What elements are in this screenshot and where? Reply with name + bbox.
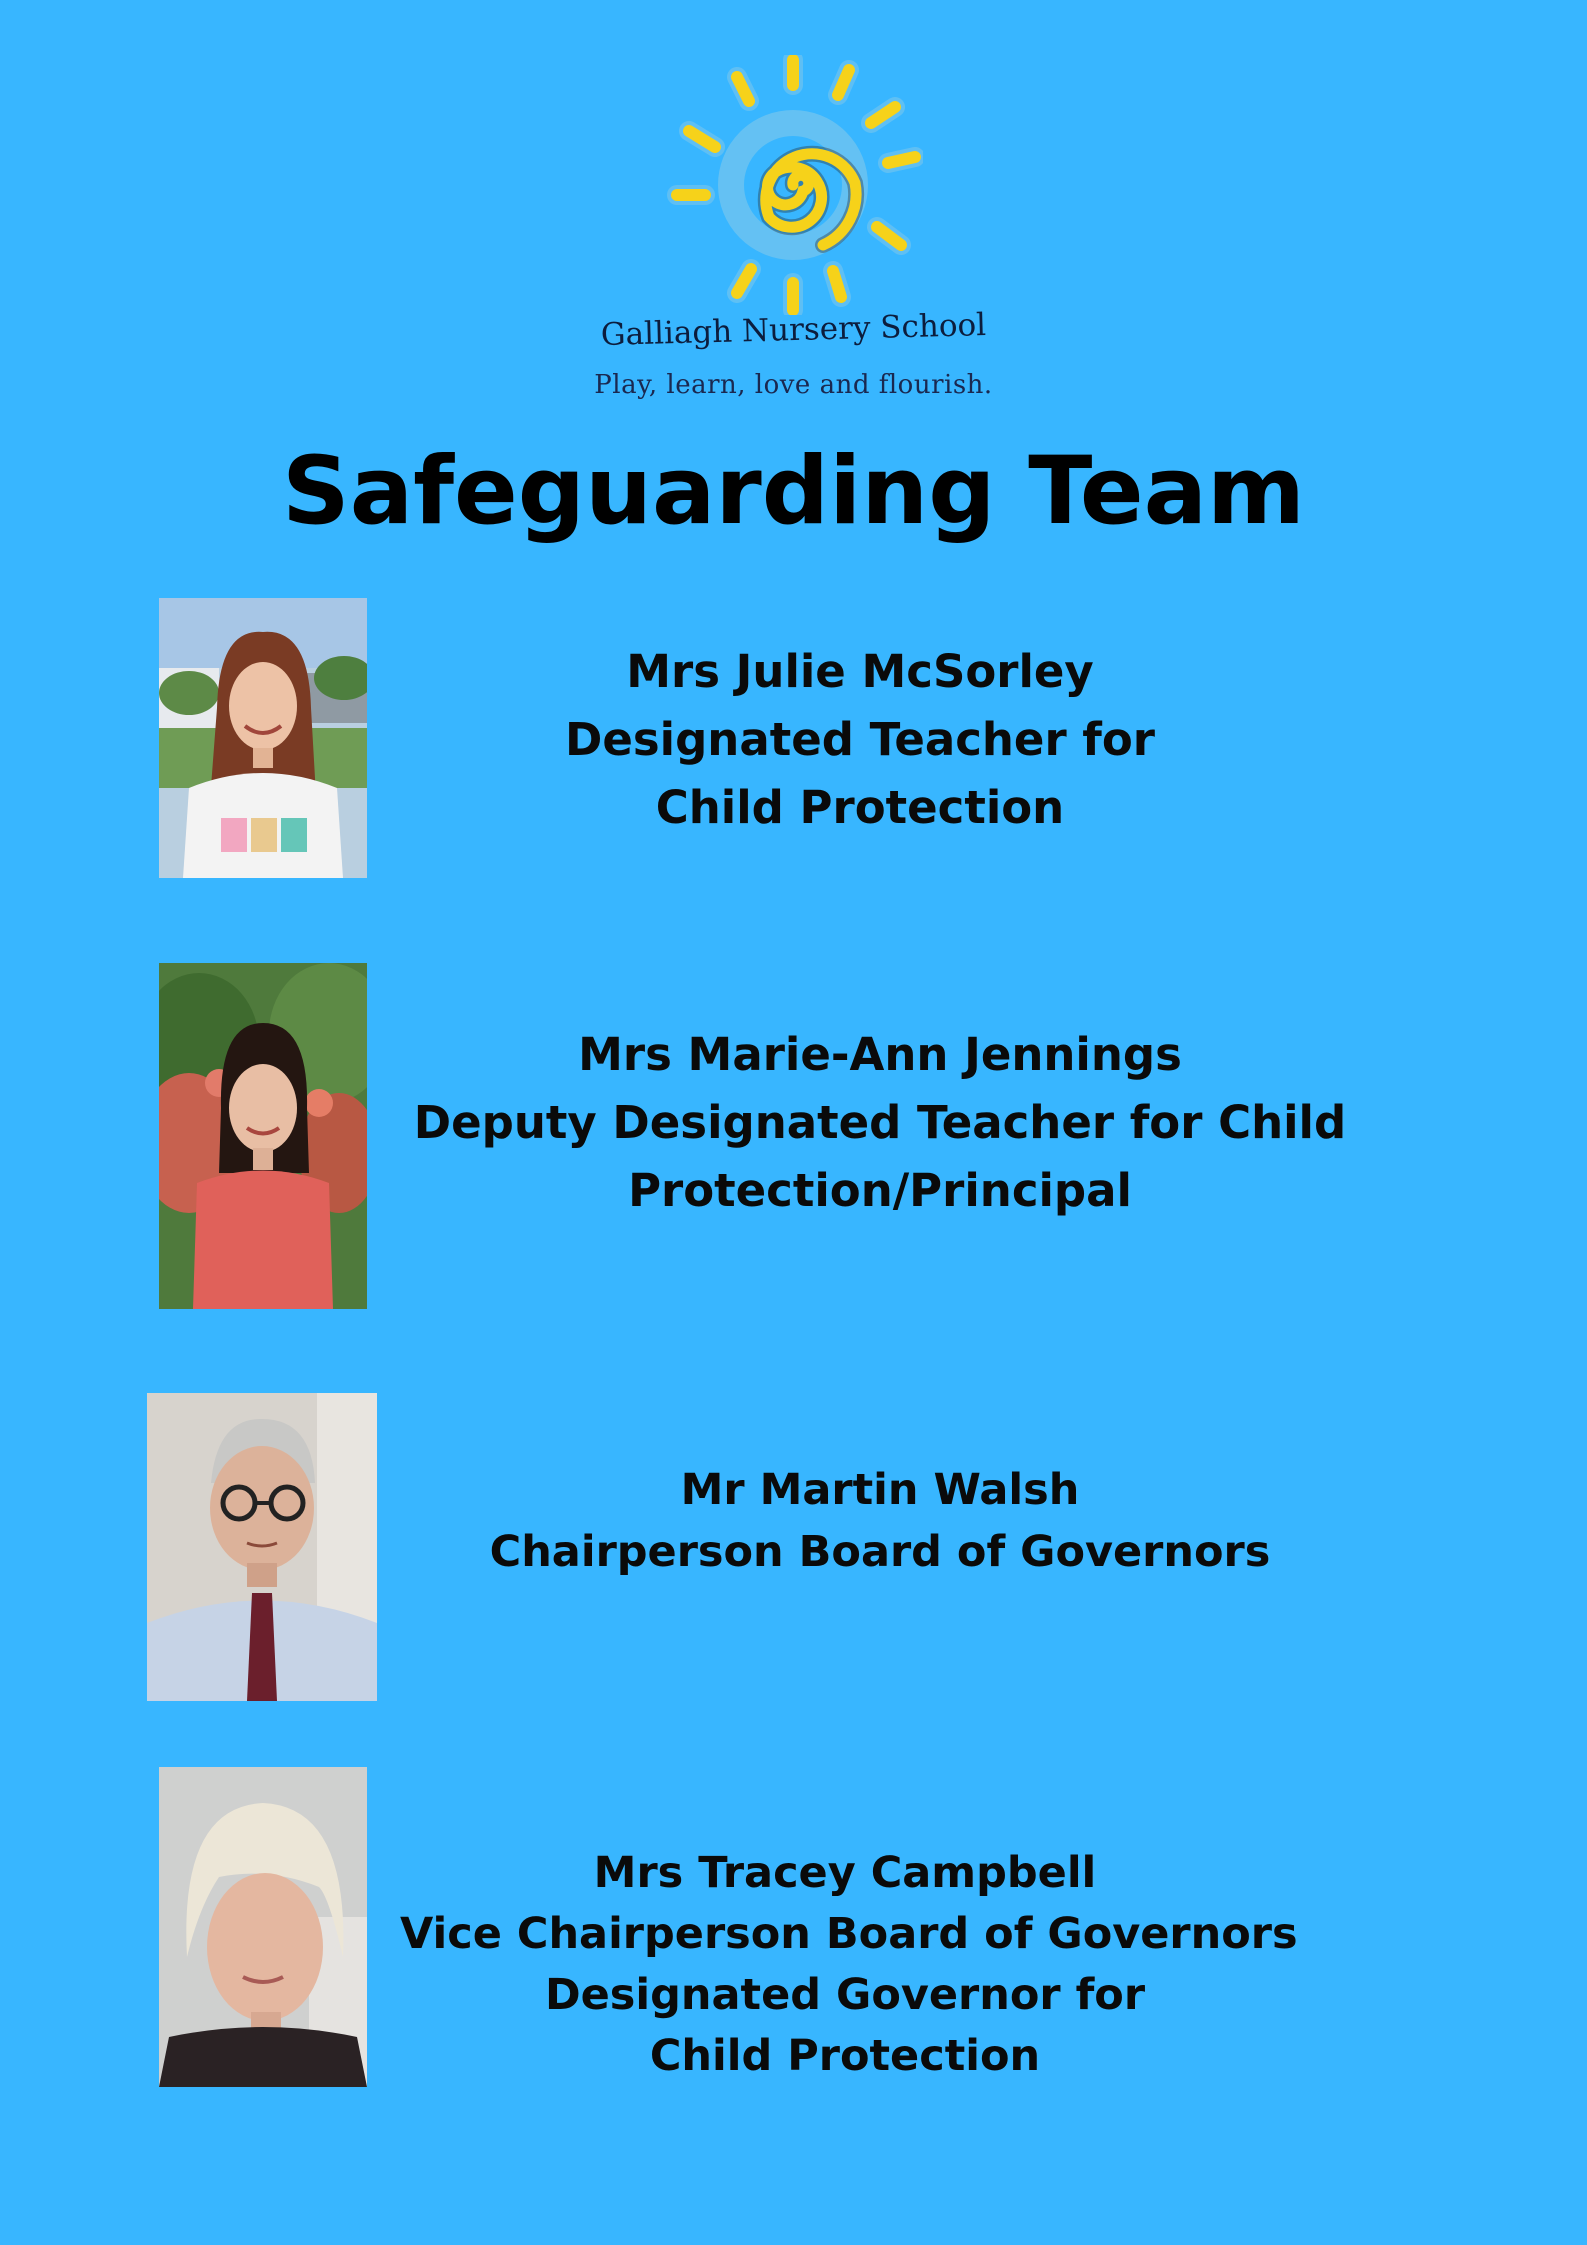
member-name: Mrs Tracey Campbell (593, 1848, 1097, 1898)
member-name: Mrs Julie McSorley (626, 645, 1094, 698)
member-photo (159, 598, 367, 878)
school-name: Galliagh Nursery School (600, 306, 987, 354)
member-name: Mr Martin Walsh (680, 1465, 1080, 1515)
school-logo (0, 40, 1587, 420)
school-motto: Play, learn, love and flourish. (594, 370, 993, 400)
member-role-line: Protection/Principal (628, 1164, 1132, 1217)
member-role-line: Deputy Designated Teacher for Child (413, 1096, 1347, 1149)
member-info (380, 1021, 1380, 1225)
member-info (440, 1459, 1320, 1583)
member-info (400, 1843, 1298, 2087)
member-role-line: Child Protection (655, 781, 1065, 834)
member-role-line: Chairperson Board of Governors (489, 1527, 1271, 1577)
sun-spiral-icon (663, 55, 923, 315)
member-role-line: Designated Teacher for (565, 713, 1155, 766)
member-role-line: Designated Governor for (544, 1970, 1146, 2020)
member-name: Mrs Marie-Ann Jennings (578, 1028, 1182, 1081)
page-title: Safeguarding Team (282, 437, 1305, 546)
member-role-line: Vice Chairperson Board of Governors (400, 1909, 1298, 1959)
member-info (440, 638, 1280, 842)
member-photo (159, 963, 367, 1309)
member-photo (147, 1393, 377, 1701)
member-role-line: Child Protection (649, 2031, 1041, 2081)
member-photo (159, 1767, 367, 2087)
